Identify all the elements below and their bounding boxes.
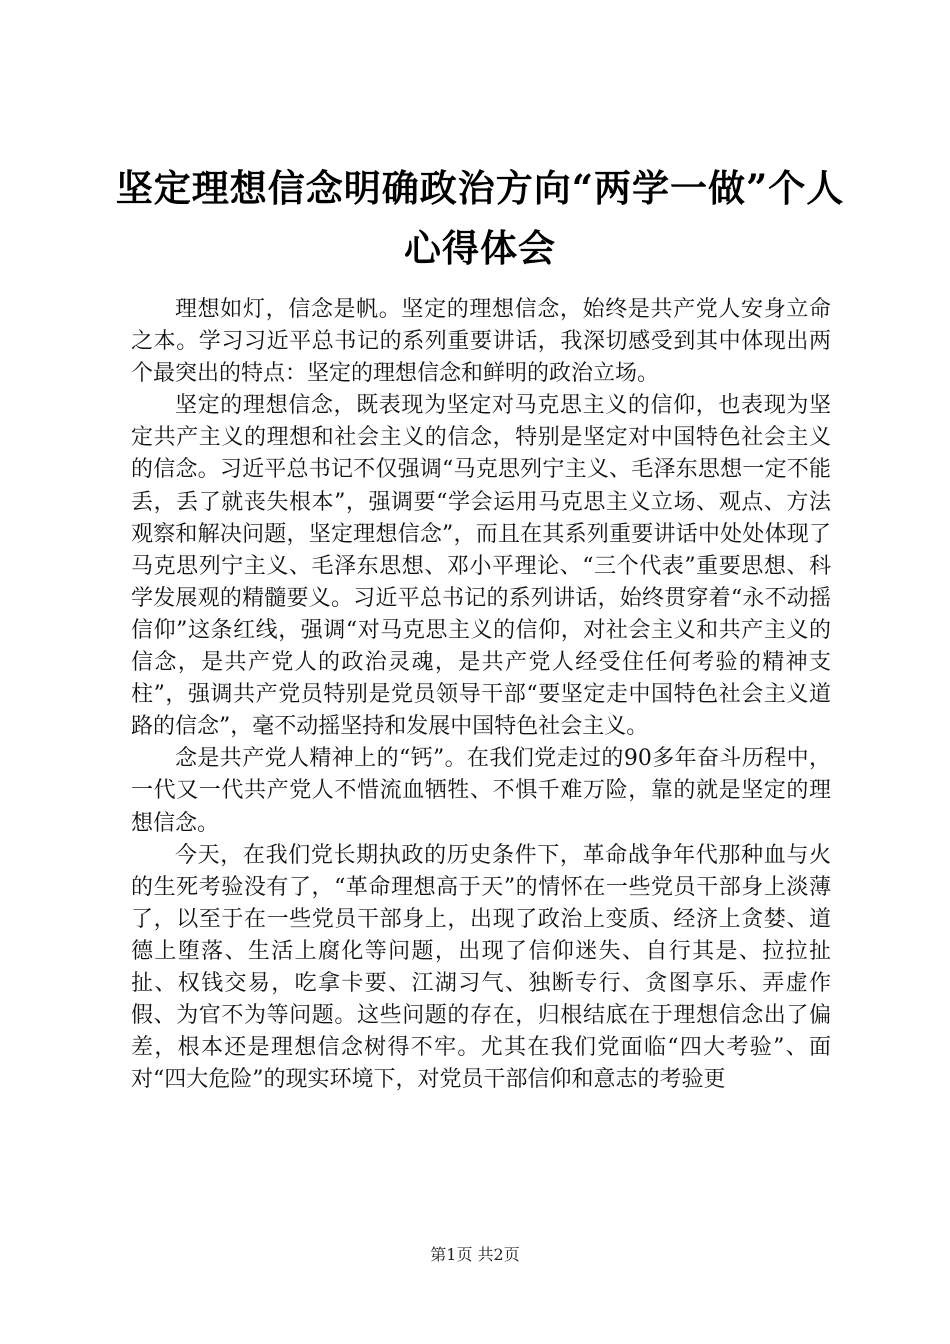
- paragraph-2: 坚定的理想信念，既表现为坚定对马克思主义的信仰，也表现为坚定共产主义的理想和社会主义的信念，特别是坚定对中国特色社会主义的信念。习近平总书记不仅强调“马克思列宁主义、毛泽东思想一定不能丢，丢了就丧失根本”，强调要“学会运用马克思主义立场、观点、方法观察和解决问题，坚定理想信念”，而且在其系列重要讲话中处处体现了马克思列宁主义、毛泽东思想、邓小平理论、“三个代表”重要思想、科学发展观的精髓要义。习近平总书记的系列讲话，始终贯穿着“永不动摇信仰”这条红线，强调“对马克思主义的信仰，对社会主义和共产主义的信念，是共产党人的政治灵魂，是共产党人经受住任何考验的精神支柱”，强调共产党员特别是党员领导干部“要坚定走中国特色社会主义道路的信念”，毫不动摇坚持和发展中国特色社会主义。: [131, 393, 831, 740]
- paragraph-1: 理想如灯，信念是帆。坚定的理想信念，始终是共产党人安身立命之本。学习习近平总书记的系列重要讲话，我深切感受到其中体现出两个最突出的特点：坚定的理想信念和鲜明的政治立场。: [131, 297, 831, 387]
- document-title: [110, 158, 850, 278]
- title-line-1: 坚定理想信念明确政治方向“两学一做”个人: [115, 166, 845, 210]
- title-line-2: 心得体会: [404, 226, 556, 270]
- document-body: [131, 294, 831, 1096]
- paragraph-3: 念是共产党人精神上的“钙”。在我们党走过的90多年奋斗历程中，一代又一代共产党人不惜流血牺牲、不惧千难万险，靠的就是坚定的理想信念。: [131, 746, 831, 836]
- page-number-footer: 第1页 共2页: [430, 1245, 520, 1264]
- paragraph-4: 今天，在我们党长期执政的历史条件下，革命战争年代那种血与火的生死考验没有了，“革命理想高于天”的情怀在一些党员干部身上淡薄了，以至于在一些党员干部身上，出现了政治上变质、经济上贪婪、道德上堕落、生活上腐化等问题，出现了信仰迷失、自行其是、拉拉扯扯、权钱交易，吃拿卡要、江湖习气、独断专行、贪图享乐、弄虚作假、为官不为等问题。这些问题的存在，归根结底在于理想信念出了偏差，根本还是理想信念树得不牢。尤其在我们党面临“四大考验”、面对“四大危险”的现实环境下，对党员干部信仰和意志的考验更: [131, 842, 831, 1093]
